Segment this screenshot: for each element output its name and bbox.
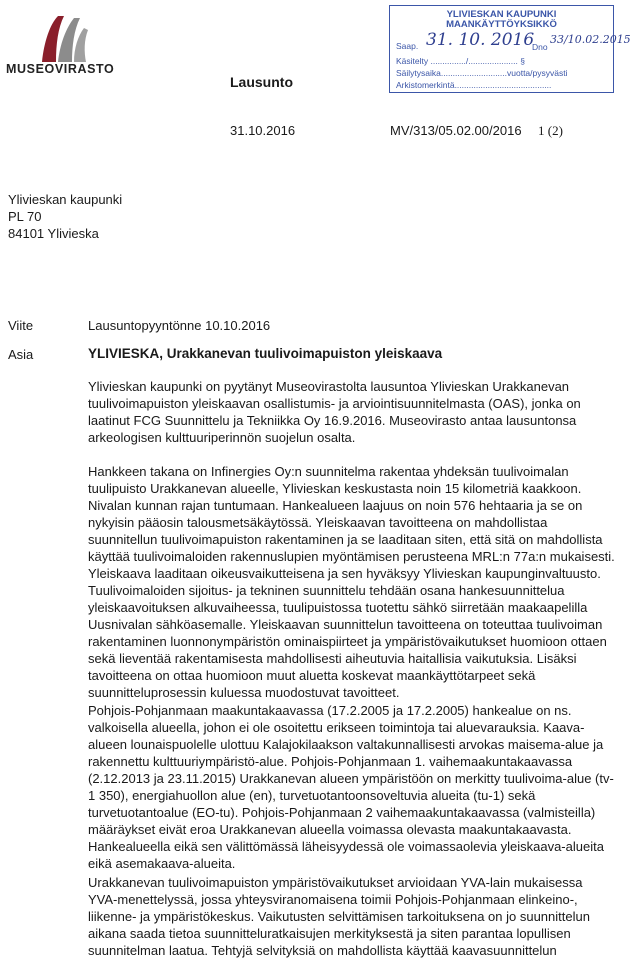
text-line: Nivalan kunnan rajan tuntumaan. Hankealueen laajuus on noin 576 hehtaaria ja se on	[88, 498, 583, 513]
text-line: liikenne- ja ympäristökeskus. Vaikutusten selvittämisen tarkoituksena on jo suunnittelun	[88, 909, 590, 924]
text-line: Urakkanevan tuulivoimapuiston ympäristövaikutukset arvioidaan YVA-lain mukaisessa	[88, 875, 583, 890]
reference-label: Viite	[8, 318, 34, 333]
text-line: YVA-menettelyssä, jossa yhteysviranomaisena toimii Pohjois-Pohjanmaan elinkeino-,	[88, 892, 578, 907]
paragraph-1	[88, 378, 613, 446]
stamp-archive-row: Arkistomerkintä.........................................	[396, 80, 552, 90]
text-line: Yleiskaava laaditaan oikeusvaikutteisena ja sen hyväksyy Ylivieskan kaupunginvaltuusto.	[88, 566, 601, 581]
logo-text: MUSEOVIRASTO	[6, 62, 115, 76]
stamp-dno-label: Dno	[532, 42, 548, 52]
paragraph-2	[88, 463, 613, 582]
paragraph-4	[88, 702, 613, 872]
text-line: rakentaminen luonnonympäristön ominaispiirteet ja ympäristövaikutukset huomioon ottaen	[88, 634, 607, 649]
text-line: suunnitellun tuulivoimapuiston rakentaminen ja se laaditaan siten, että sitä on mahdollista	[88, 532, 603, 547]
stamp-title: YLIVIESKAN KAUPUNKI	[446, 9, 557, 20]
text-line: aikana saada tietoa suunnitteluratkaisujen merkityksestä ja siten parantaa lopullisen	[88, 926, 571, 941]
text-line: tavoitteena on ottaa huomioon muut aluetta koskevat maankäyttötarpeet sekä	[88, 668, 536, 683]
text-line: Tuulivoimaloiden sijoitus- ja tekninen suunnittelu tehdään osana hankesuunnittelua	[88, 583, 565, 598]
text-line: arkeologisen kulttuuriperinnön suojelun osalta.	[88, 430, 356, 445]
text-line: suunnitelman laatua. Tehtyjä selvityksiä on mahdollista käyttää kaavasuunnittelun	[88, 943, 557, 958]
text-line: Uusnivalan sähköasemalle. Yleiskaavan suunnittelun tavoitteena on toteuttaa tuulivoiman	[88, 617, 603, 632]
text-line: turvetuotantoalue (EO-tu). Pohjois-Pohjanmaan 2 vaihemaakuntakaavassa (valmisteilla)	[88, 805, 596, 820]
reference-value: Lausuntopyyntönne 10.10.2016	[88, 318, 271, 333]
text-line: Ylivieskan kaupunki on pyytänyt Museovirastolta lausuntoa Ylivieskan Urakkanevan	[88, 379, 570, 394]
recipient-postal: 84101 Ylivieska	[8, 226, 99, 241]
text-line: tuulivoimapuiston yleiskaavan osallistumis- ja arviointisuunnitelmasta (OAS), jonka on	[88, 396, 581, 411]
text-line: eikä asemakaava-alueita.	[88, 856, 236, 871]
text-line: valkoisella alueella, johon ei ole osoitettu erikseen toimintoja tai aluevarauksia. Kaava-	[88, 720, 585, 735]
recipient-name: Ylivieskan kaupunki	[8, 192, 123, 207]
stamp-processed-row: Käsitelty .............../..................... §	[396, 56, 525, 66]
text-line: Hankkeen takana on Infinergies Oy:n suunnitelma rakentaa yhdeksän tuulivoimalan	[88, 464, 569, 479]
subject-label: Asia	[8, 347, 34, 362]
stamp-retention-row: Säilytysaika............................vuotta/pysyvästi	[396, 68, 568, 78]
text-line: sekä lieventää rakentamisesta mahdollisesti aiheutuvia haitallisia vaikutuksia. Lisäksi	[88, 651, 577, 666]
text-line: Pohjois-Pohjanmaan maakuntakaavassa (17.2.2005 ja 17.2.2005) hankealue on ns.	[88, 703, 572, 718]
paragraph-5	[88, 874, 613, 959]
text-line: nykyisin pääosin talousmetsäkäytössä. Yleiskaavan tavoitteena on mahdollistaa	[88, 515, 548, 530]
document-type: Lausunto	[230, 74, 293, 90]
document-date: 31.10.2016	[230, 123, 296, 138]
stamp-received-label: Saap.	[396, 41, 419, 51]
text-line: yleiskaavoituksen alkuvaiheessa, tuulipuistossa tuotettu sähkö siirretään maakaapelilla	[88, 600, 588, 615]
text-line: suunnitteluprosessin kuluessa muodostuvat tavoitteet.	[88, 685, 400, 700]
text-line: Hankealueella eikä sen välittömässä läheisyydessä ole voimassaolevia yleiskaava-alueita	[88, 839, 604, 854]
stamp-dno-value: 33/10.02.2015	[550, 33, 631, 46]
museovirasto-logo-icon	[36, 14, 96, 64]
text-line: tuulipuisto Urakkanevan alueelle, Ylivieskan keskustasta noin 15 kilometriä kaakkoon.	[88, 481, 582, 496]
text-line: rakennettu kulttuuriympäristö-alue. Pohjois-Pohjanmaan 1. vaihemaakuntakaavassa	[88, 754, 573, 769]
stamp-subtitle: MAANKÄYTTÖYKSIKKÖ	[446, 19, 557, 30]
text-line: käyttää tuulivoimaloiden rakennuslupien myöntämisen perusteena MRL:n 77a:n mukaisesti.	[88, 549, 615, 564]
receipt-stamp	[389, 5, 631, 93]
text-line: (2.12.2013 ja 23.11.2015) Urakkanevan alueen ympäristöön on merkitty tuulivoima-alue (tv-	[88, 771, 614, 786]
text-line: 1 350), energiahuollon alue (en), turvetuotantoonsoveltuvia alueita (tu-1) sekä	[88, 788, 536, 803]
page-number: 1 (2)	[538, 123, 563, 138]
recipient-po-box: PL 70	[8, 209, 42, 224]
paragraph-3	[88, 582, 613, 701]
document-reference: MV/313/05.02.00/2016	[390, 123, 522, 138]
text-line: alueen lounaispuolelle ulottuu Kalajokilaakson valtakunnallisesti arvokas maisema-alue ja	[88, 737, 604, 752]
text-line: laatinut FCG Suunnittelu ja Tekniikka Oy 16.9.2016. Museovirasto antaa lausuntonsa	[88, 413, 577, 428]
text-line: määräykset eivät eroa Urakkanevan alueella voimassa olevasta maakuntakaavasta.	[88, 822, 572, 837]
subject-title: YLIVIESKA, Urakkanevan tuulivoimapuiston yleiskaava	[88, 346, 443, 361]
stamp-received-date: 31. 10. 2016	[426, 30, 535, 50]
